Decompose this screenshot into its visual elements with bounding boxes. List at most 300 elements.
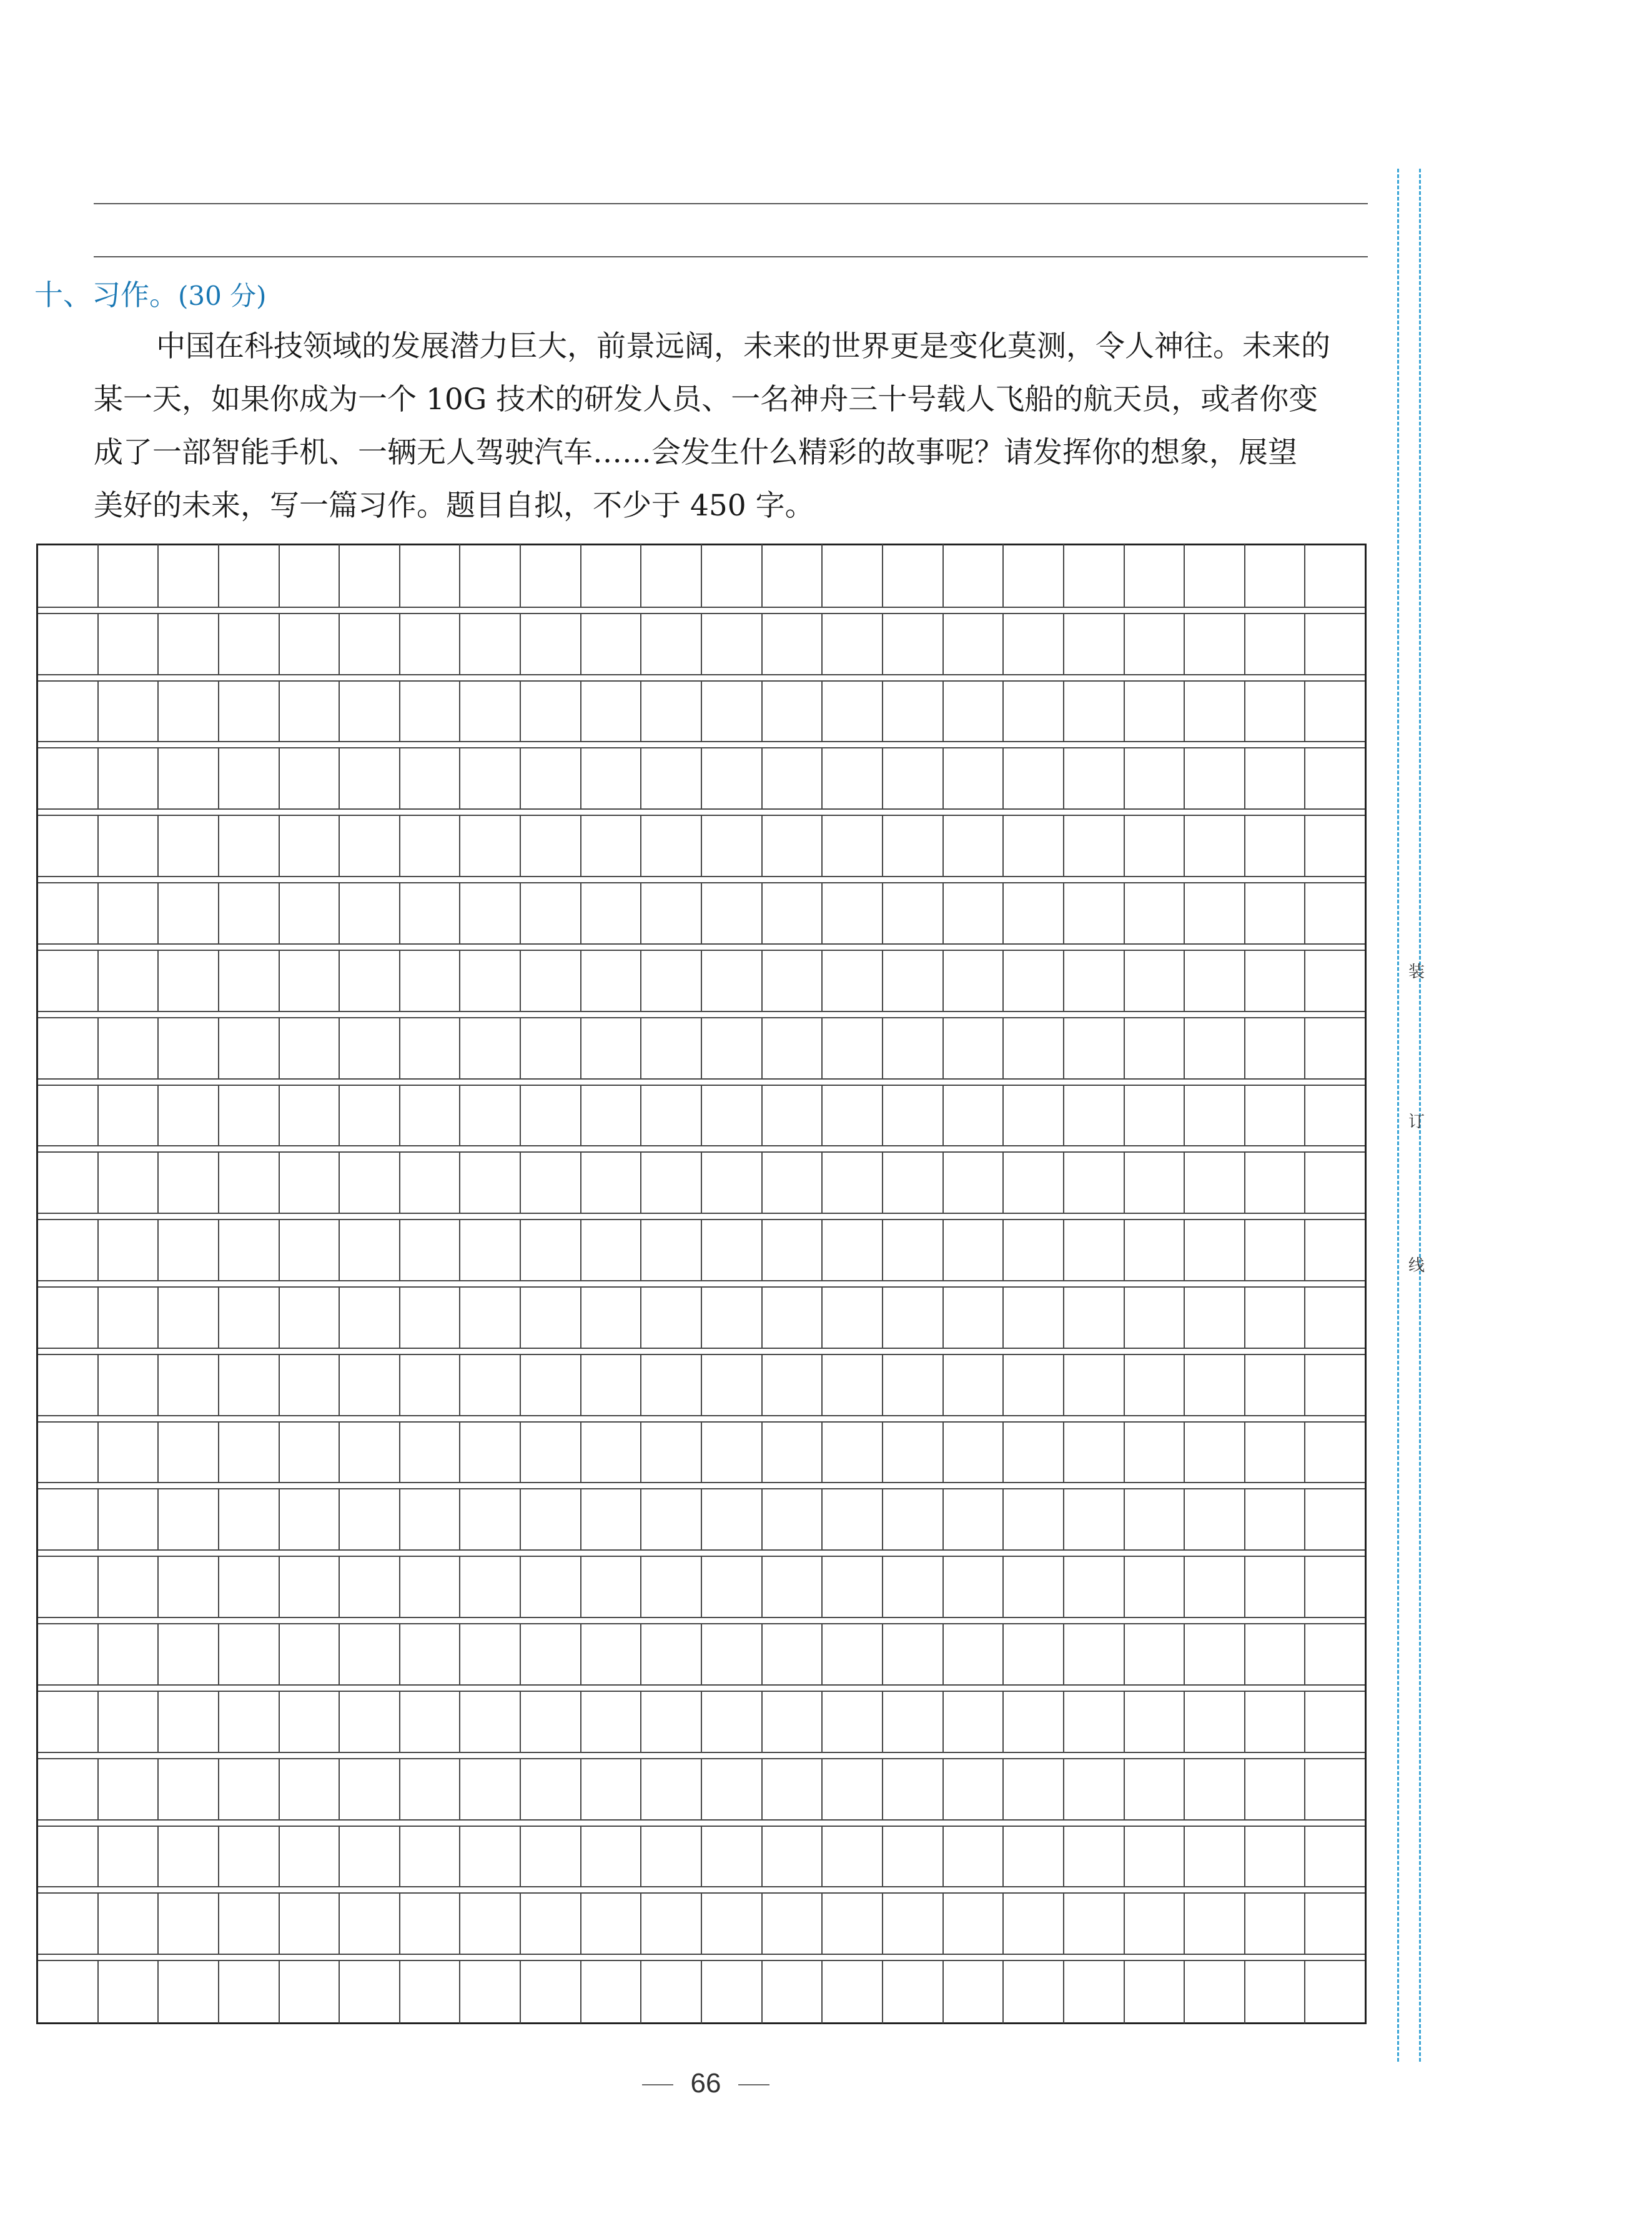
grid-cell[interactable] (883, 1759, 944, 1819)
grid-cell[interactable] (219, 1018, 280, 1078)
grid-cell[interactable] (1004, 682, 1064, 742)
grid-cell[interactable] (944, 1624, 1004, 1684)
grid-cell[interactable] (581, 1220, 642, 1280)
grid-cell[interactable] (702, 951, 763, 1011)
grid-cell[interactable] (521, 1489, 581, 1549)
grid-cell[interactable] (1064, 748, 1125, 808)
grid-cell[interactable] (99, 1288, 159, 1348)
grid-cell[interactable] (400, 1961, 461, 2024)
grid-cell[interactable] (38, 1018, 99, 1078)
grid-cell[interactable] (521, 614, 581, 674)
grid-cell[interactable] (883, 544, 944, 607)
grid-cell[interactable] (944, 544, 1004, 607)
grid-cell[interactable] (340, 1827, 400, 1887)
grid-cell[interactable] (944, 1355, 1004, 1415)
grid-cell[interactable] (883, 816, 944, 876)
grid-cell[interactable] (400, 816, 461, 876)
grid-cell[interactable] (763, 1288, 823, 1348)
grid-cell[interactable] (219, 748, 280, 808)
grid-cell[interactable] (1064, 951, 1125, 1011)
grid-cell[interactable] (99, 883, 159, 943)
grid-cell[interactable] (400, 614, 461, 674)
grid-cell[interactable] (823, 1557, 883, 1617)
grid-cell[interactable] (1305, 614, 1365, 674)
grid-cell[interactable] (1064, 1961, 1125, 2024)
grid-cell[interactable] (1185, 748, 1245, 808)
grid-cell[interactable] (763, 614, 823, 674)
grid-cell[interactable] (1064, 1624, 1125, 1684)
grid-cell[interactable] (1185, 1489, 1245, 1549)
grid-cell[interactable] (219, 1423, 280, 1483)
grid-cell[interactable] (1064, 1220, 1125, 1280)
grid-cell[interactable] (1245, 1827, 1306, 1887)
grid-cell[interactable] (823, 951, 883, 1011)
grid-cell[interactable] (1064, 1423, 1125, 1483)
grid-cell[interactable] (581, 748, 642, 808)
grid-cell[interactable] (38, 1759, 99, 1819)
grid-cell[interactable] (1125, 1624, 1185, 1684)
grid-cell[interactable] (1125, 1961, 1185, 2024)
grid-cell[interactable] (702, 614, 763, 674)
grid-cell[interactable] (641, 1423, 702, 1483)
grid-cell[interactable] (219, 1624, 280, 1684)
grid-cell[interactable] (883, 1423, 944, 1483)
grid-cell[interactable] (460, 1153, 521, 1213)
grid-cell[interactable] (641, 1827, 702, 1887)
grid-cell[interactable] (521, 1827, 581, 1887)
grid-cell[interactable] (883, 1018, 944, 1078)
grid-cell[interactable] (763, 1086, 823, 1146)
grid-cell[interactable] (1245, 1557, 1306, 1617)
grid-cell[interactable] (1004, 1423, 1064, 1483)
grid-cell[interactable] (521, 1355, 581, 1415)
grid-cell[interactable] (1245, 1624, 1306, 1684)
grid-cell[interactable] (1125, 1759, 1185, 1819)
grid-cell[interactable] (702, 1489, 763, 1549)
grid-cell[interactable] (641, 1624, 702, 1684)
grid-cell[interactable] (1305, 1624, 1365, 1684)
grid-cell[interactable] (1004, 1220, 1064, 1280)
grid-cell[interactable] (1004, 816, 1064, 876)
grid-cell[interactable] (521, 544, 581, 607)
grid-cell[interactable] (1185, 1220, 1245, 1280)
grid-cell[interactable] (219, 682, 280, 742)
grid-cell[interactable] (763, 1827, 823, 1887)
grid-cell[interactable] (1004, 1759, 1064, 1819)
grid-cell[interactable] (38, 614, 99, 674)
grid-cell[interactable] (883, 1961, 944, 2024)
grid-cell[interactable] (38, 1086, 99, 1146)
grid-cell[interactable] (1185, 1759, 1245, 1819)
grid-cell[interactable] (1245, 614, 1306, 674)
grid-cell[interactable] (38, 1557, 99, 1617)
grid-cell[interactable] (400, 1288, 461, 1348)
grid-cell[interactable] (521, 1692, 581, 1752)
grid-cell[interactable] (823, 614, 883, 674)
grid-cell[interactable] (883, 951, 944, 1011)
grid-cell[interactable] (702, 1557, 763, 1617)
grid-cell[interactable] (944, 682, 1004, 742)
grid-cell[interactable] (1245, 1692, 1306, 1752)
grid-cell[interactable] (38, 816, 99, 876)
grid-cell[interactable] (159, 816, 219, 876)
grid-cell[interactable] (219, 1961, 280, 2024)
grid-cell[interactable] (280, 1961, 340, 2024)
grid-cell[interactable] (99, 1624, 159, 1684)
grid-cell[interactable] (219, 883, 280, 943)
grid-cell[interactable] (944, 1827, 1004, 1887)
grid-cell[interactable] (460, 544, 521, 607)
grid-cell[interactable] (99, 1086, 159, 1146)
grid-cell[interactable] (1245, 748, 1306, 808)
grid-cell[interactable] (1245, 1153, 1306, 1213)
grid-cell[interactable] (823, 883, 883, 943)
grid-cell[interactable] (702, 748, 763, 808)
grid-cell[interactable] (1305, 816, 1365, 876)
grid-cell[interactable] (944, 1759, 1004, 1819)
grid-cell[interactable] (99, 1220, 159, 1280)
grid-cell[interactable] (460, 1759, 521, 1819)
grid-cell[interactable] (400, 1220, 461, 1280)
grid-cell[interactable] (944, 1018, 1004, 1078)
grid-cell[interactable] (581, 1018, 642, 1078)
grid-cell[interactable] (581, 1961, 642, 2024)
grid-cell[interactable] (1004, 1894, 1064, 1954)
grid-cell[interactable] (1125, 1220, 1185, 1280)
grid-cell[interactable] (763, 1423, 823, 1483)
grid-cell[interactable] (823, 682, 883, 742)
grid-cell[interactable] (99, 1894, 159, 1954)
grid-cell[interactable] (1125, 682, 1185, 742)
grid-cell[interactable] (1305, 1894, 1365, 1954)
grid-cell[interactable] (159, 1086, 219, 1146)
grid-cell[interactable] (99, 614, 159, 674)
grid-cell[interactable] (280, 1220, 340, 1280)
grid-cell[interactable] (99, 1692, 159, 1752)
grid-cell[interactable] (1245, 1220, 1306, 1280)
grid-cell[interactable] (521, 1624, 581, 1684)
grid-cell[interactable] (944, 1086, 1004, 1146)
grid-cell[interactable] (702, 1018, 763, 1078)
grid-cell[interactable] (581, 1355, 642, 1415)
grid-cell[interactable] (159, 1759, 219, 1819)
grid-cell[interactable] (159, 1489, 219, 1549)
grid-cell[interactable] (159, 1827, 219, 1887)
grid-cell[interactable] (1245, 883, 1306, 943)
grid-cell[interactable] (38, 1827, 99, 1887)
grid-cell[interactable] (581, 682, 642, 742)
grid-cell[interactable] (159, 1557, 219, 1617)
grid-cell[interactable] (340, 682, 400, 742)
grid-cell[interactable] (340, 1759, 400, 1819)
grid-cell[interactable] (340, 951, 400, 1011)
grid-cell[interactable] (159, 1018, 219, 1078)
grid-cell[interactable] (1245, 1355, 1306, 1415)
grid-cell[interactable] (460, 748, 521, 808)
grid-cell[interactable] (99, 1018, 159, 1078)
grid-cell[interactable] (521, 883, 581, 943)
grid-cell[interactable] (219, 816, 280, 876)
grid-cell[interactable] (702, 1288, 763, 1348)
grid-cell[interactable] (400, 1894, 461, 1954)
grid-cell[interactable] (702, 1355, 763, 1415)
grid-cell[interactable] (159, 544, 219, 607)
grid-cell[interactable] (641, 544, 702, 607)
grid-cell[interactable] (1004, 1827, 1064, 1887)
grid-cell[interactable] (1125, 1153, 1185, 1213)
grid-cell[interactable] (1125, 883, 1185, 943)
grid-cell[interactable] (1004, 951, 1064, 1011)
grid-cell[interactable] (219, 1692, 280, 1752)
grid-cell[interactable] (641, 682, 702, 742)
grid-cell[interactable] (99, 1759, 159, 1819)
grid-cell[interactable] (823, 1086, 883, 1146)
grid-cell[interactable] (883, 748, 944, 808)
grid-cell[interactable] (1185, 1355, 1245, 1415)
grid-cell[interactable] (763, 1220, 823, 1280)
grid-cell[interactable] (641, 1288, 702, 1348)
grid-cell[interactable] (1185, 1894, 1245, 1954)
grid-cell[interactable] (400, 1153, 461, 1213)
grid-cell[interactable] (400, 1423, 461, 1483)
grid-cell[interactable] (944, 1288, 1004, 1348)
grid-cell[interactable] (641, 816, 702, 876)
grid-cell[interactable] (883, 1894, 944, 1954)
grid-cell[interactable] (340, 883, 400, 943)
grid-cell[interactable] (1125, 1827, 1185, 1887)
grid-cell[interactable] (1185, 1018, 1245, 1078)
grid-cell[interactable] (1004, 1624, 1064, 1684)
grid-cell[interactable] (460, 1961, 521, 2024)
grid-cell[interactable] (1305, 951, 1365, 1011)
grid-cell[interactable] (460, 1288, 521, 1348)
grid-cell[interactable] (581, 544, 642, 607)
grid-cell[interactable] (340, 748, 400, 808)
grid-cell[interactable] (581, 816, 642, 876)
grid-cell[interactable] (521, 1086, 581, 1146)
grid-cell[interactable] (883, 883, 944, 943)
grid-cell[interactable] (219, 614, 280, 674)
grid-cell[interactable] (581, 1288, 642, 1348)
grid-cell[interactable] (702, 883, 763, 943)
grid-cell[interactable] (702, 1220, 763, 1280)
grid-cell[interactable] (521, 1759, 581, 1819)
grid-cell[interactable] (581, 1624, 642, 1684)
grid-cell[interactable] (38, 883, 99, 943)
grid-cell[interactable] (581, 1759, 642, 1819)
grid-cell[interactable] (159, 614, 219, 674)
grid-cell[interactable] (1185, 1961, 1245, 2024)
grid-cell[interactable] (159, 1153, 219, 1213)
grid-cell[interactable] (1305, 1018, 1365, 1078)
grid-cell[interactable] (763, 748, 823, 808)
grid-cell[interactable] (1004, 748, 1064, 808)
grid-cell[interactable] (99, 1153, 159, 1213)
grid-cell[interactable] (702, 1086, 763, 1146)
grid-cell[interactable] (763, 951, 823, 1011)
grid-cell[interactable] (1004, 1355, 1064, 1415)
grid-cell[interactable] (400, 1086, 461, 1146)
grid-cell[interactable] (823, 1489, 883, 1549)
grid-cell[interactable] (641, 1086, 702, 1146)
grid-cell[interactable] (763, 1624, 823, 1684)
grid-cell[interactable] (280, 1827, 340, 1887)
grid-cell[interactable] (400, 1624, 461, 1684)
grid-cell[interactable] (883, 1288, 944, 1348)
grid-cell[interactable] (641, 748, 702, 808)
grid-cell[interactable] (641, 1153, 702, 1213)
grid-cell[interactable] (1245, 1018, 1306, 1078)
grid-cell[interactable] (641, 1355, 702, 1415)
grid-cell[interactable] (641, 1557, 702, 1617)
grid-cell[interactable] (944, 1692, 1004, 1752)
grid-cell[interactable] (823, 1018, 883, 1078)
grid-cell[interactable] (99, 951, 159, 1011)
grid-cell[interactable] (1064, 1827, 1125, 1887)
grid-cell[interactable] (159, 1220, 219, 1280)
grid-cell[interactable] (1245, 1086, 1306, 1146)
grid-cell[interactable] (280, 614, 340, 674)
grid-cell[interactable] (944, 1423, 1004, 1483)
grid-cell[interactable] (763, 1692, 823, 1752)
grid-cell[interactable] (763, 1018, 823, 1078)
grid-cell[interactable] (460, 1489, 521, 1549)
grid-cell[interactable] (460, 883, 521, 943)
grid-cell[interactable] (702, 1692, 763, 1752)
grid-cell[interactable] (219, 1827, 280, 1887)
grid-cell[interactable] (763, 816, 823, 876)
grid-cell[interactable] (521, 1153, 581, 1213)
grid-cell[interactable] (521, 816, 581, 876)
grid-cell[interactable] (1185, 1624, 1245, 1684)
grid-cell[interactable] (1125, 748, 1185, 808)
grid-cell[interactable] (641, 1489, 702, 1549)
grid-cell[interactable] (1305, 1759, 1365, 1819)
grid-cell[interactable] (340, 544, 400, 607)
grid-cell[interactable] (280, 1355, 340, 1415)
grid-cell[interactable] (400, 1692, 461, 1752)
grid-cell[interactable] (159, 1288, 219, 1348)
grid-cell[interactable] (1185, 1086, 1245, 1146)
grid-cell[interactable] (460, 1018, 521, 1078)
grid-cell[interactable] (340, 1624, 400, 1684)
grid-cell[interactable] (1004, 1086, 1064, 1146)
grid-cell[interactable] (1125, 1557, 1185, 1617)
grid-cell[interactable] (1185, 614, 1245, 674)
grid-cell[interactable] (823, 1153, 883, 1213)
grid-cell[interactable] (883, 1624, 944, 1684)
grid-cell[interactable] (581, 614, 642, 674)
grid-cell[interactable] (763, 1759, 823, 1819)
grid-cell[interactable] (460, 1827, 521, 1887)
grid-cell[interactable] (521, 748, 581, 808)
grid-cell[interactable] (1064, 1692, 1125, 1752)
grid-cell[interactable] (1305, 1557, 1365, 1617)
grid-cell[interactable] (1245, 1288, 1306, 1348)
grid-cell[interactable] (38, 748, 99, 808)
grid-cell[interactable] (38, 1894, 99, 1954)
grid-cell[interactable] (280, 816, 340, 876)
grid-cell[interactable] (340, 1894, 400, 1954)
grid-cell[interactable] (1245, 1894, 1306, 1954)
grid-cell[interactable] (763, 1557, 823, 1617)
grid-cell[interactable] (581, 951, 642, 1011)
grid-cell[interactable] (1064, 1557, 1125, 1617)
grid-cell[interactable] (763, 1153, 823, 1213)
grid-cell[interactable] (944, 1894, 1004, 1954)
grid-cell[interactable] (219, 544, 280, 607)
grid-cell[interactable] (581, 1423, 642, 1483)
grid-cell[interactable] (1305, 1086, 1365, 1146)
grid-cell[interactable] (1245, 1489, 1306, 1549)
grid-cell[interactable] (1305, 544, 1365, 607)
grid-cell[interactable] (1064, 1086, 1125, 1146)
grid-cell[interactable] (460, 951, 521, 1011)
grid-cell[interactable] (763, 682, 823, 742)
grid-cell[interactable] (400, 1759, 461, 1819)
grid-cell[interactable] (219, 951, 280, 1011)
grid-cell[interactable] (280, 1894, 340, 1954)
grid-cell[interactable] (1305, 1692, 1365, 1752)
grid-cell[interactable] (763, 1489, 823, 1549)
grid-cell[interactable] (1125, 1489, 1185, 1549)
grid-cell[interactable] (1004, 1557, 1064, 1617)
grid-cell[interactable] (38, 682, 99, 742)
grid-cell[interactable] (1305, 1153, 1365, 1213)
grid-cell[interactable] (581, 1557, 642, 1617)
grid-cell[interactable] (38, 1153, 99, 1213)
grid-cell[interactable] (400, 682, 461, 742)
grid-cell[interactable] (823, 1827, 883, 1887)
grid-cell[interactable] (340, 1220, 400, 1280)
grid-cell[interactable] (1004, 1288, 1064, 1348)
grid-cell[interactable] (340, 1489, 400, 1549)
grid-cell[interactable] (521, 1894, 581, 1954)
grid-cell[interactable] (38, 1220, 99, 1280)
grid-cell[interactable] (1125, 1288, 1185, 1348)
grid-cell[interactable] (280, 1489, 340, 1549)
grid-cell[interactable] (1185, 1153, 1245, 1213)
grid-cell[interactable] (581, 1153, 642, 1213)
grid-cell[interactable] (280, 1288, 340, 1348)
grid-cell[interactable] (280, 1624, 340, 1684)
grid-cell[interactable] (944, 883, 1004, 943)
grid-cell[interactable] (280, 1423, 340, 1483)
grid-cell[interactable] (641, 951, 702, 1011)
grid-cell[interactable] (944, 1557, 1004, 1617)
grid-cell[interactable] (1245, 682, 1306, 742)
grid-cell[interactable] (521, 1961, 581, 2024)
grid-cell[interactable] (280, 1086, 340, 1146)
grid-cell[interactable] (521, 1018, 581, 1078)
grid-cell[interactable] (340, 1423, 400, 1483)
grid-cell[interactable] (1064, 1153, 1125, 1213)
grid-cell[interactable] (1185, 1557, 1245, 1617)
grid-cell[interactable] (460, 1220, 521, 1280)
grid-cell[interactable] (1064, 614, 1125, 674)
grid-cell[interactable] (280, 951, 340, 1011)
grid-cell[interactable] (460, 1423, 521, 1483)
grid-cell[interactable] (823, 1220, 883, 1280)
grid-cell[interactable] (581, 1692, 642, 1752)
grid-cell[interactable] (702, 1423, 763, 1483)
grid-cell[interactable] (581, 1489, 642, 1549)
grid-cell[interactable] (641, 1961, 702, 2024)
grid-cell[interactable] (219, 1355, 280, 1415)
grid-cell[interactable] (1185, 1827, 1245, 1887)
grid-cell[interactable] (1125, 544, 1185, 607)
grid-cell[interactable] (99, 1423, 159, 1483)
